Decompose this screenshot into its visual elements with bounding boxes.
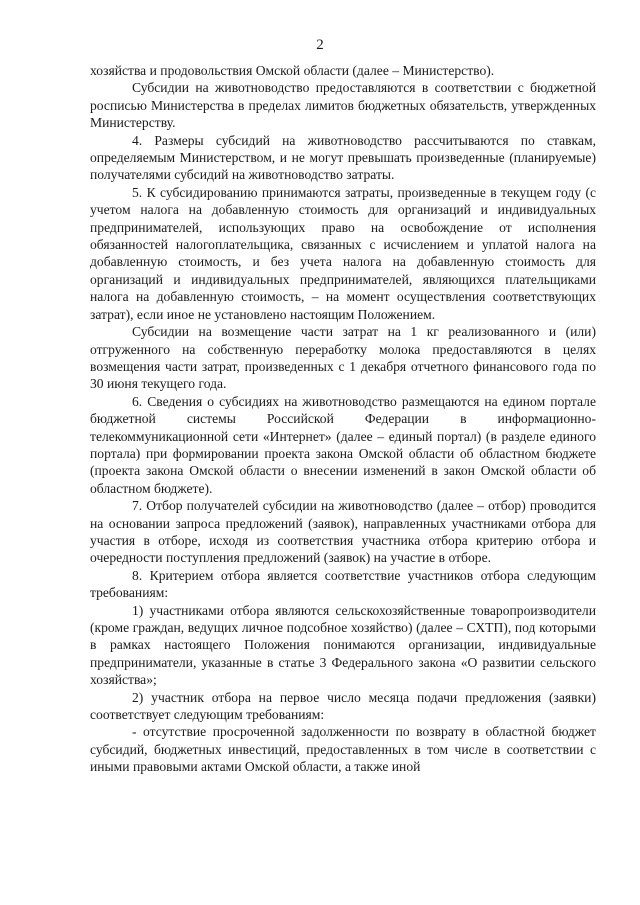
page-number: 2 (316, 37, 324, 53)
paragraph-3: 4. Размеры субсидий на животноводство рассчитываются по ставкам, определяемым Министерством, и не могут превышать произведенные (планируемые) получателями субсидий на животноводство затраты. (90, 132, 596, 183)
paragraph-1: хозяйства и продовольствия Омской области (далее – Министерство). (90, 63, 495, 78)
paragraph-9: 1) участниками отбора являются сельскохозяйственные товаропроизводители (кроме граждан, ведущих личное подсобное хозяйство) (далее – СХТП), под которыми в рамках настоящего Положения понимаются организации, индивидуальные предприниматели, указанные в статье 3 Федерального закона «О развитии сельского хозяйства»; (90, 602, 596, 688)
paragraph-10: 2) участник отбора на первое число месяца подачи предложения (заявки) соответствует следующим требованиям: (90, 689, 596, 723)
paragraph-5: Субсидии на возмещение части затрат на 1 кг реализованного и (или) отгруженного на собственную переработку молока предоставляются в целях возмещения части затрат, произведенных с 1 декабря отчетного финансового года по 30 июня текущего года. (90, 324, 596, 392)
paragraph-11: - отсутствие просроченной задолженности по возврату в областной бюджет субсидий, бюджетных инвестиций, предоставленных в том числе в соответствии с иными правовыми актами Омской области, а также иной (90, 724, 596, 775)
paragraph-6: 6. Сведения о субсидиях на животноводство размещаются на едином портале бюджетной системы Российской Федерации в информационно-телекоммуникационной сети «Интернет» (далее – единый портал) (в разделе единого портала) при формировании проекта закона Омской области об областном бюджете (проекта закона Омской области о внесении изменений в закон Омской области об областном бюджете). (90, 393, 596, 496)
paragraph-4: 5. К субсидированию принимаются затраты, произведенные в текущем году (с учетом налога на добавленную стоимость для организаций и индивидуальных предпринимателей, использующих право на освобождение от исполнения обязанностей налогоплательщика, связанных с исчислением и уплатой налога на добавленную стоимость, и без учета налога на добавленную стоимость для организаций и индивидуальных предпринимателей, являющихся плательщиками налога на добавленную стоимость, – на момент осуществления соответствующих затрат), если иное не установлено настоящим Положением. (90, 184, 596, 322)
paragraph-7: 7. Отбор получателей субсидии на животноводство (далее – отбор) проводится на основании запроса предложений (заявок), направленных участниками отбора для участия в отборе, исходя из соответствия участника отбора критерию отбора и очередности поступления предложений (заявок) на участие в отборе. (90, 498, 596, 566)
paragraph-2: Субсидии на животноводство предоставляются в соответствии с бюджетной росписью Министерства в пределах лимитов бюджетных обязательств, утвержденных Министерству. (90, 80, 596, 131)
paragraph-8: 8. Критерием отбора является соответствие участников отбора следующим требованиям: (90, 567, 596, 601)
document-body (90, 62, 596, 776)
